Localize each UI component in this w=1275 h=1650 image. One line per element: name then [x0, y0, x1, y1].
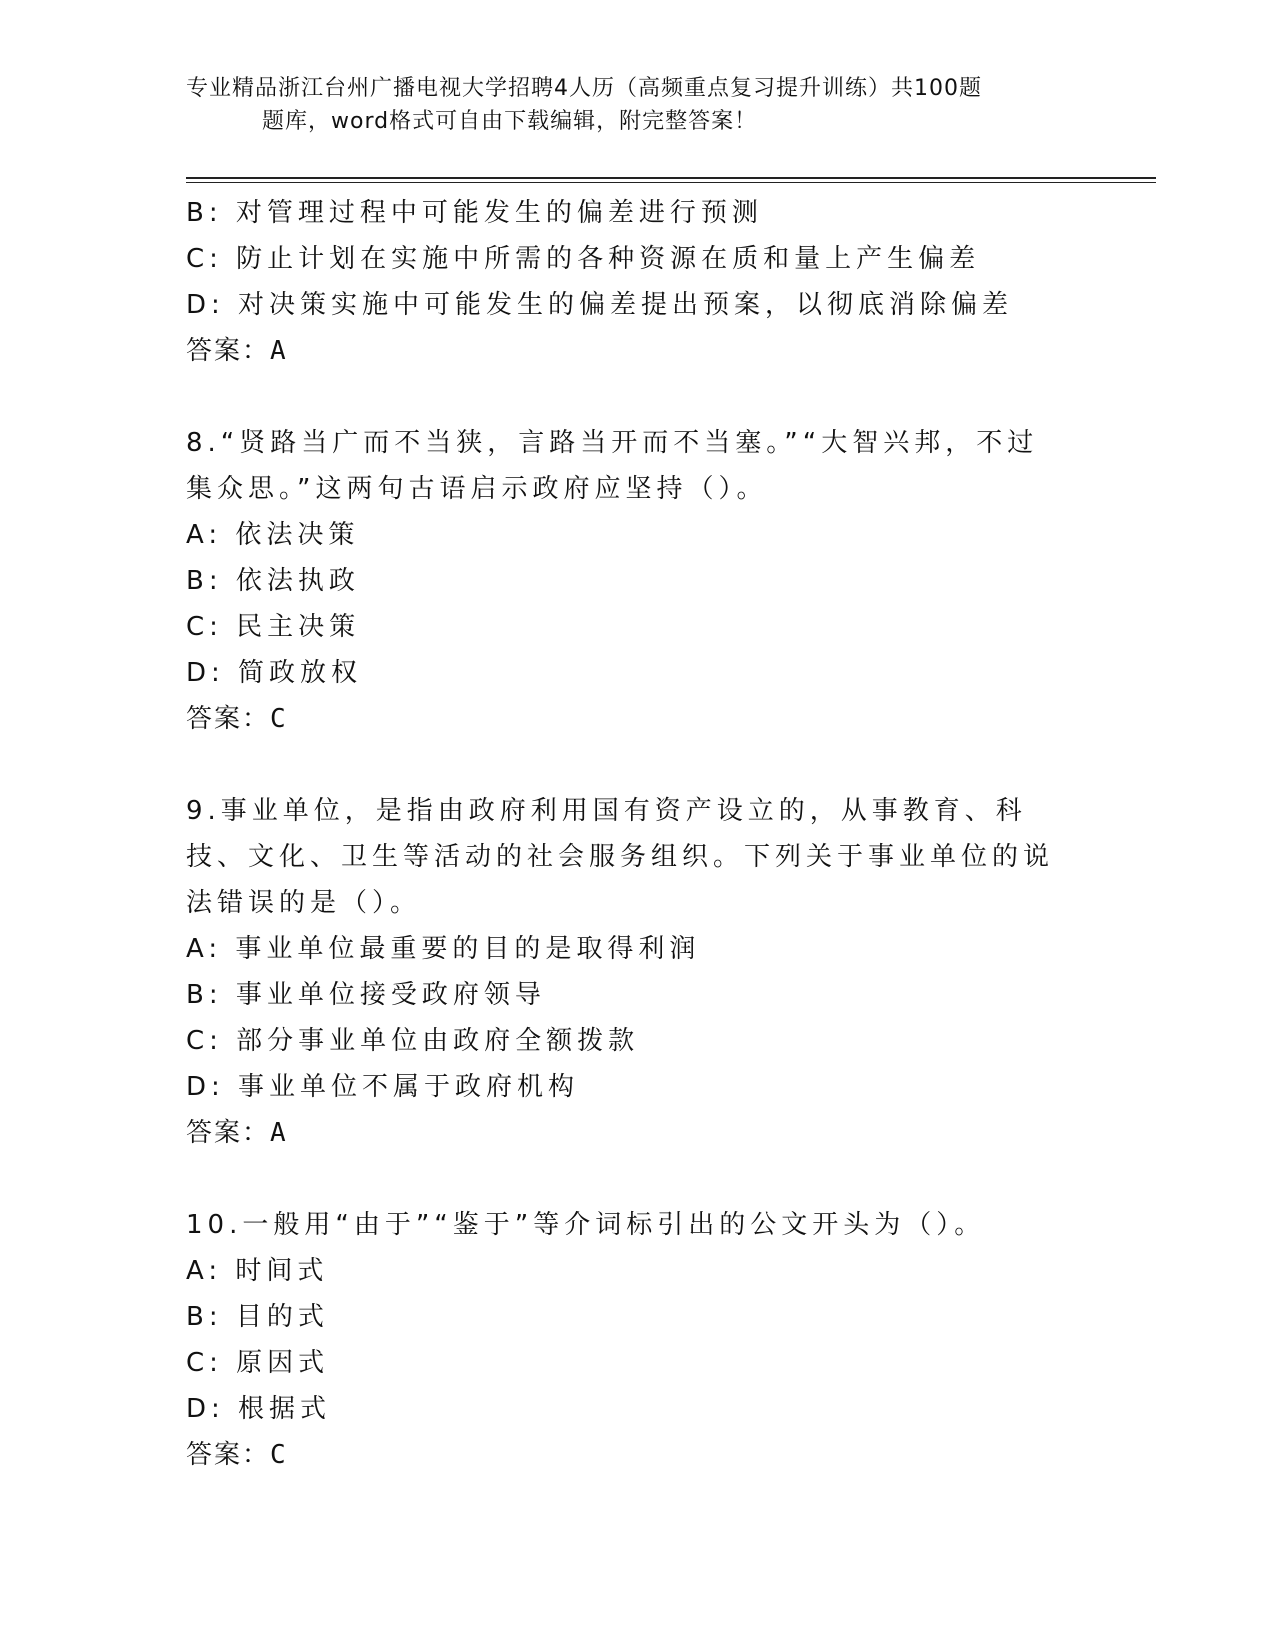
option-c: C: 部分事业单位由政府全额拨款 [186, 1026, 640, 1056]
question-block-prev [186, 190, 1066, 374]
answer-line [186, 1110, 1066, 1156]
header-divider-thin [186, 182, 1156, 183]
question-block-10 [186, 1202, 1066, 1478]
page-header [186, 72, 1066, 138]
document-body [186, 190, 1066, 1478]
answer-value: A [270, 1118, 288, 1148]
question-block-8 [186, 420, 1066, 742]
spacer [186, 742, 1066, 788]
option-d: D: 对决策实施中可能发生的偏差提出预案，以彻底消除偏差 [186, 290, 1014, 320]
answer-line [186, 328, 1066, 374]
answer-value: C [270, 1440, 288, 1470]
answer-value: C [270, 704, 288, 734]
question-text: 9.事业单位，是指由政府利用国有资产设立的，从事教育、科技、文化、卫生等活动的社会服务组织。下列关于事业单位的说法错误的是（）。 [186, 796, 1055, 918]
spacer [186, 374, 1066, 420]
option-a: A: 时间式 [186, 1256, 329, 1286]
option-b: B: 对管理过程中可能发生的偏差进行预测 [186, 198, 763, 228]
answer-value: A [270, 336, 288, 366]
question-block-9 [186, 788, 1066, 1156]
page-title: 专业精品浙江台州广播电视大学招聘4人历（高频重点复习提升训练）共100题 [186, 76, 982, 101]
option-d: D: 简政放权 [186, 658, 363, 688]
option-a: A: 依法决策 [186, 520, 360, 550]
option-d: D: 事业单位不属于政府机构 [186, 1072, 580, 1102]
page-subtitle: 题库，word格式可自由下载编辑，附完整答案！ [262, 109, 758, 134]
option-b: B: 事业单位接受政府领导 [186, 980, 546, 1010]
answer-label: 答案： [186, 1440, 271, 1470]
option-c: C: 原因式 [186, 1348, 330, 1378]
option-a: A: 事业单位最重要的目的是取得利润 [186, 934, 701, 964]
spacer [186, 1156, 1066, 1202]
option-c: C: 民主决策 [186, 612, 361, 642]
answer-line [186, 1432, 1066, 1478]
question-text: 10.一般用“由于”“鉴于”等介词标引出的公文开头为（）。 [186, 1210, 986, 1240]
answer-label: 答案： [186, 336, 271, 366]
option-c: C: 防止计划在实施中所需的各种资源在质和量上产生偏差 [186, 244, 981, 274]
answer-label: 答案： [186, 704, 271, 734]
header-divider-thick [186, 177, 1156, 179]
answer-label: 答案： [186, 1118, 271, 1148]
answer-line [186, 696, 1066, 742]
option-b: B: 目的式 [186, 1302, 329, 1332]
option-d: D: 根据式 [186, 1394, 332, 1424]
question-text: 8.“贤路当广而不当狭，言路当开而不当塞。”“大智兴邦，不过集众思。”这两句古语启示政府应坚持（）。 [186, 428, 1039, 504]
option-b: B: 依法执政 [186, 566, 360, 596]
